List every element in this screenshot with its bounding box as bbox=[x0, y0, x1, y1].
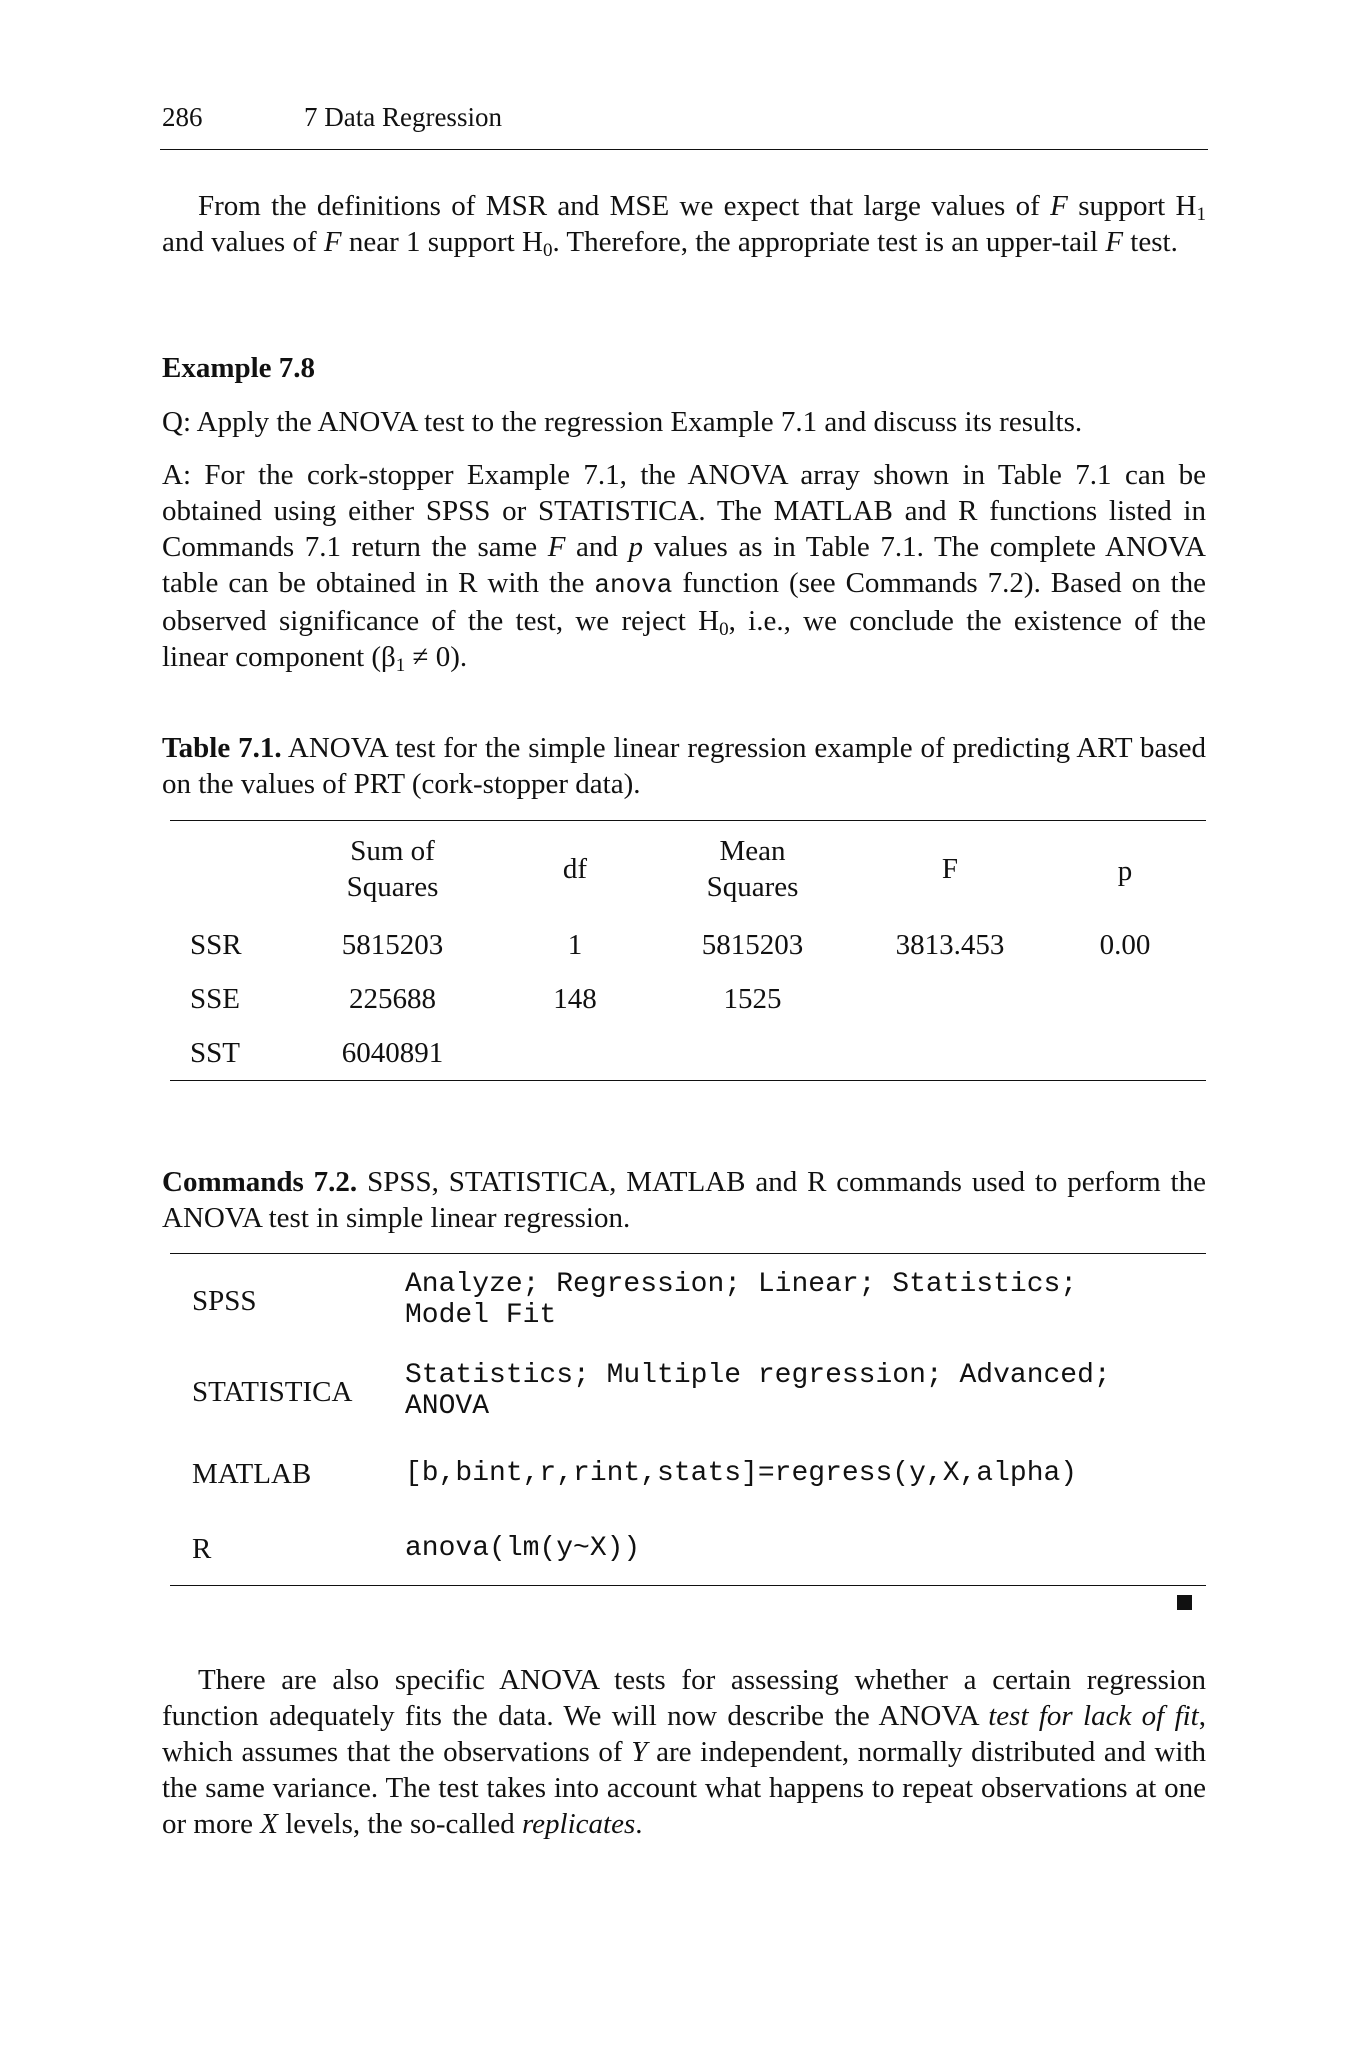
table-caption-label: Table 7.1. bbox=[162, 732, 282, 764]
symbol-f: F bbox=[1050, 190, 1068, 222]
cmd-text-statistica: Statistics; Multiple regression; Advanced; ANOVA bbox=[405, 1360, 1111, 1422]
term-replicates: replicates bbox=[521, 1808, 636, 1840]
commands-caption-label: Commands 7.2. bbox=[162, 1166, 358, 1198]
row-label-sst: SST bbox=[190, 1037, 240, 1069]
symbol-y: Y bbox=[631, 1736, 648, 1768]
table-top-rule bbox=[170, 820, 1206, 821]
subscript: 0 bbox=[719, 619, 729, 640]
cmd-label-spss: SPSS bbox=[192, 1285, 257, 1317]
end-of-example-mark bbox=[1177, 1595, 1192, 1610]
code-anova: anova bbox=[594, 570, 673, 600]
cell-sse-ms: 1525 bbox=[723, 983, 782, 1015]
row-label-ssr: SSR bbox=[190, 929, 242, 961]
answer-text: function (see Commands 7.2). Based on the observed significance of the test, we reject H bbox=[162, 567, 1206, 637]
symbol-f: F bbox=[1105, 226, 1124, 258]
cmd-text-r: anova(lm(y~X)) bbox=[405, 1533, 641, 1564]
intro-text: support H bbox=[1067, 190, 1197, 222]
intro-text: near 1 support H bbox=[341, 226, 543, 258]
cell-ssr-ss: 5815203 bbox=[341, 929, 444, 961]
closing-paragraph bbox=[162, 1662, 1206, 1842]
col-header-sum-of-squares: Sum of Squares bbox=[346, 835, 439, 903]
cell-ssr-f: 3813.453 bbox=[895, 929, 1005, 961]
row-label-sse: SSE bbox=[190, 983, 240, 1015]
cmd-label-r: R bbox=[192, 1533, 212, 1565]
cell-ssr-p: 0.00 bbox=[1099, 929, 1151, 961]
col-header-mean-squares: Mean Squares bbox=[706, 835, 799, 903]
closing-text: are independent, normally distributed and with the same variance. The test takes into account what happens to repeat observations at one or more bbox=[162, 1736, 1206, 1840]
cell-sse-ss: 225688 bbox=[349, 983, 436, 1015]
answer-text: ≠ 0). bbox=[405, 641, 468, 673]
subscript: 1 bbox=[1196, 204, 1206, 225]
cmd-label-matlab: MATLAB bbox=[192, 1458, 312, 1490]
subscript: 1 bbox=[395, 655, 406, 676]
chapter-title: 7 Data Regression bbox=[304, 102, 502, 132]
intro-paragraph bbox=[162, 188, 1206, 260]
commands-caption bbox=[162, 1164, 1206, 1236]
intro-text: and values of bbox=[162, 226, 324, 258]
subscript: 0 bbox=[542, 240, 553, 261]
cell-ssr-df: 1 bbox=[567, 929, 583, 961]
page-number: 286 bbox=[162, 102, 203, 132]
example-answer bbox=[162, 457, 1206, 675]
cell-ssr-ms: 5815203 bbox=[701, 929, 804, 961]
table-bottom-rule bbox=[170, 1080, 1206, 1081]
symbol-p: p bbox=[628, 531, 644, 563]
intro-text: . Therefore, the appropriate test is an upper-tail bbox=[552, 226, 1106, 258]
answer-text: values as in Table 7.1. The complete ANOVA table can be obtained in R with the bbox=[162, 531, 1206, 599]
intro-text: From the definitions of MSR and MSE we expect that large values of bbox=[198, 190, 1051, 222]
cmd-text-spss: Analyze; Regression; Linear; Statistics; Model Fit bbox=[405, 1269, 1078, 1331]
example-title: Example 7.8 bbox=[162, 352, 316, 384]
symbol-f: F bbox=[547, 531, 566, 563]
answer-text: A: For the cork-stopper Example 7.1, the ANOVA array shown in Table 7.1 can be obtained using either SPSS or STATISTICA. The MATLAB and R functions listed in Commands 7.1 return the same bbox=[162, 459, 1206, 563]
table-caption bbox=[162, 730, 1206, 802]
closing-text: There are also specific ANOVA tests for assessing whether a certain regression function adequately fits the data. We will now describe the ANOVA bbox=[162, 1664, 1206, 1732]
commands-top-rule bbox=[170, 1253, 1206, 1254]
answer-text: , i.e., we conclude the existence of the linear component bbox=[162, 605, 1206, 673]
symbol-x: X bbox=[260, 1808, 278, 1840]
cmd-label-statistica: STATISTICA bbox=[192, 1376, 353, 1408]
intro-text: test. bbox=[1123, 226, 1178, 258]
closing-text: levels, the so-called bbox=[277, 1808, 522, 1840]
cell-sst-ss: 6040891 bbox=[341, 1037, 444, 1069]
closing-text: , which assumes that the observations of bbox=[162, 1700, 1206, 1768]
col-header-p: p bbox=[1117, 855, 1133, 887]
header-rule bbox=[160, 149, 1208, 150]
symbol-f: F bbox=[323, 226, 342, 258]
cell-sse-df: 148 bbox=[553, 983, 597, 1015]
table-caption-text: ANOVA test for the simple linear regression example of predicting ART based on the values of PRT (cork-stopper data). bbox=[162, 732, 1206, 800]
beta-symbol: (β bbox=[371, 641, 396, 673]
commands-caption-text: SPSS, STATISTICA, MATLAB and R commands used to perform the ANOVA test in simple linear regression. bbox=[162, 1166, 1206, 1234]
answer-text: and bbox=[565, 531, 629, 563]
col-header-f: F bbox=[941, 853, 959, 885]
commands-bottom-rule bbox=[170, 1585, 1206, 1586]
term-lack-of-fit: test for lack of fit bbox=[988, 1700, 1199, 1732]
cmd-text-matlab: [b,bint,r,rint,stats]=regress(y,X,alpha) bbox=[405, 1458, 1078, 1489]
example-question: Q: Apply the ANOVA test to the regression Example 7.1 and discuss its results. bbox=[162, 406, 1083, 438]
closing-text: . bbox=[635, 1808, 643, 1840]
col-header-df: df bbox=[562, 853, 588, 885]
